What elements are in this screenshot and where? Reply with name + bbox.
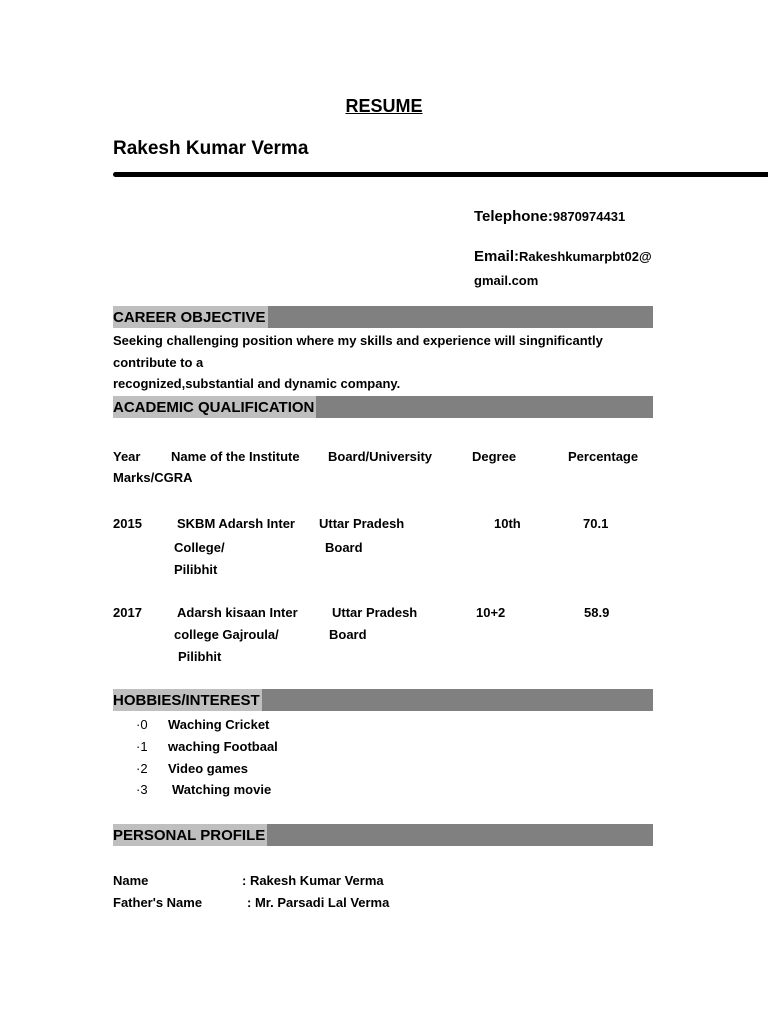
row1-board-l1: Uttar Pradesh bbox=[319, 516, 405, 531]
row1-year: 2015 bbox=[113, 516, 142, 531]
email-value-line1: Rakeshkumarpbt02@ bbox=[519, 249, 652, 264]
row1-institute-l2: College/ bbox=[174, 540, 225, 555]
hobby-item: Video games bbox=[168, 761, 248, 776]
profile-label-name: Name bbox=[113, 873, 149, 888]
objective-line-1: Seeking challenging position where my skills and experience will singnificantly bbox=[113, 333, 603, 348]
career-objective-section bbox=[113, 306, 653, 328]
email-label: Email: bbox=[474, 248, 520, 265]
career-objective-heading: CAREER OBJECTIVE bbox=[113, 306, 268, 328]
hobbies-section bbox=[113, 689, 653, 711]
telephone-row bbox=[474, 208, 625, 226]
row2-institute-l3: Pilibhit bbox=[178, 649, 222, 664]
col-header-year: Year bbox=[113, 449, 141, 464]
row2-institute-l2: college Gajroula/ bbox=[174, 627, 279, 642]
row1-percentage: 70.1 bbox=[583, 516, 609, 531]
academic-section bbox=[113, 396, 653, 418]
row2-board-l2: Board bbox=[329, 627, 367, 642]
col-header-degree: Degree bbox=[472, 449, 517, 464]
col-header-percentage: Percentage bbox=[568, 449, 639, 464]
row1-institute-l3: Pilibhit bbox=[174, 562, 218, 577]
telephone-value: 9870974431 bbox=[552, 209, 626, 224]
objective-line-3: recognized,substantial and dynamic company. bbox=[113, 376, 401, 391]
personal-profile-heading: PERSONAL PROFILE bbox=[113, 824, 267, 846]
email-value-line2: gmail.com bbox=[474, 273, 539, 288]
row1-institute-l1: SKBM Adarsh Inter bbox=[177, 516, 295, 531]
row2-degree: 10+2 bbox=[476, 605, 506, 620]
row2-institute-l1: Adarsh kisaan Inter bbox=[177, 605, 298, 620]
profile-value-father: : Mr. Parsadi Lal Verma bbox=[247, 895, 390, 910]
row1-degree: 10th bbox=[494, 516, 521, 531]
profile-value-name: : Rakesh Kumar Verma bbox=[242, 873, 384, 888]
candidate-name: Rakesh Kumar Verma bbox=[113, 138, 309, 159]
hobby-item: Waching Cricket bbox=[168, 717, 270, 732]
row2-percentage: 58.9 bbox=[584, 605, 610, 620]
resume-title: RESUME bbox=[345, 96, 423, 116]
objective-line-2: contribute to a bbox=[113, 355, 204, 370]
profile-label-father: Father's Name bbox=[113, 895, 203, 910]
hobby-item: waching Footbaal bbox=[168, 739, 278, 754]
personal-profile-section bbox=[113, 824, 653, 846]
hobbies-heading: HOBBIES/INTEREST bbox=[113, 689, 262, 711]
col-header-marks: Marks/CGRA bbox=[113, 470, 193, 485]
hobby-marker: ·2 bbox=[136, 761, 148, 776]
col-header-institute: Name of the Institute bbox=[171, 449, 300, 464]
header-divider bbox=[113, 172, 768, 177]
row1-board-l2: Board bbox=[325, 540, 363, 555]
row2-board-l1: Uttar Pradesh bbox=[332, 605, 418, 620]
hobby-marker: ·0 bbox=[136, 717, 148, 732]
hobby-marker: ·1 bbox=[136, 739, 148, 754]
col-header-board: Board/University bbox=[328, 449, 433, 464]
email-row bbox=[474, 248, 652, 266]
hobby-item: Watching movie bbox=[172, 782, 272, 797]
hobby-marker: ·3 bbox=[136, 782, 148, 797]
row2-year: 2017 bbox=[113, 605, 142, 620]
telephone-label: Telephone: bbox=[474, 208, 553, 225]
academic-heading: ACADEMIC QUALIFICATION bbox=[113, 396, 316, 418]
